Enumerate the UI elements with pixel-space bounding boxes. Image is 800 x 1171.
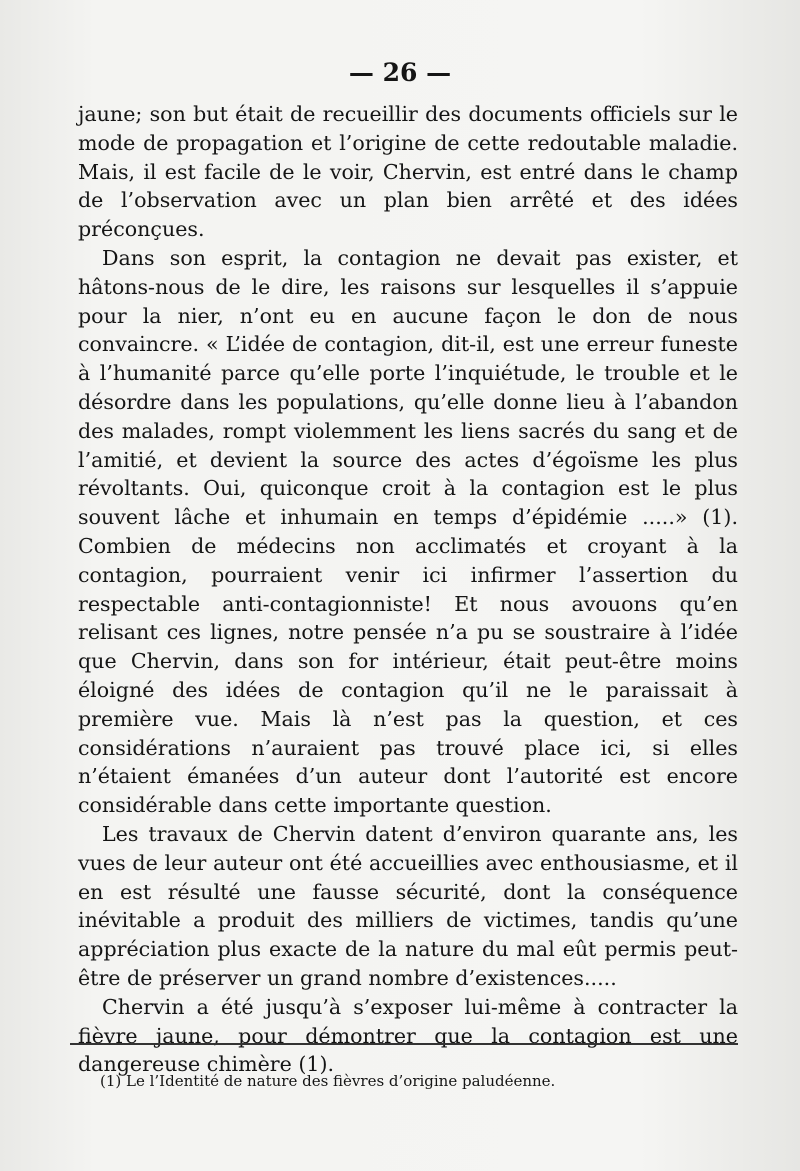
paragraph: Dans son esprit, la contagion ne devait pas exister, et hâtons-nous de le dire, les raisons sur lesquelles il s’appuie pour la nier, n’ont eu en aucune façon le don de nous convaincre. « L’idée de contagion, dit-il, est une erreur funeste à l’humanité parce qu’elle porte l’inquiétude, le trouble et le désordre dans les populations, qu’elle donne lieu à l’abandon des malades, rompt violemment les liens sacrés du sang et de l’amitié, et devient la source des actes d’égoïsme les plus révoltants. Oui, quiconque croit à la contagion est le plus souvent lâche et inhumain en temps d’épidémie .....» (1). Combien de médecins non acclimatés et croyant à la contagion, pourraient venir ici infirmer l’assertion du respectable anti-contagionniste! Et nous avouons qu’en relisant ces lignes, notre pensée n’a pu se soustraire à l’idée que Chervin, dans son for intérieur, était peut-être moins éloigné des idées de contagion qu’il ne le paraissait à première vue. Mais là n’est pas la question, et ces considérations n’auraient pas trouvé place ici, si elles n’étaient émanées d’un auteur dont l’autorité est encore considérable dans cette importante question. <box>78 245 738 818</box>
paragraph: jaune; son but était de recueillir des documents officiels sur le mode de propagation et l’origine de cette redoutable maladie. Mais, il est facile de le voir, Chervin, est entré dans le champ de l’observation avec un plan bien arrêté et des idées préconçues. <box>78 102 738 242</box>
paragraph: Chervin a été jusqu’à s’exposer lui-même à contracter la fièvre jaune, pour démontrer que la contagion est une dangereuse chimère (1). <box>78 994 738 1077</box>
page-number: — 26 — <box>348 58 452 87</box>
body-text <box>78 100 738 1079</box>
paragraph: Les travaux de Chervin datent d’environ quarante ans, les vues de leur auteur ont été accueillies avec enthousiasme, et il en est résulté une fausse sécurité, dont la conséquence inévitable a produit des milliers de victimes, tandis qu’une appréciation plus exacte de la nature du mal eût permis peut-être de préserver un grand nombre d’existences..... <box>78 821 738 990</box>
footnote: (1) Le l’Identité de nature des fièvres d’origine paludéenne. <box>100 1072 556 1090</box>
footnote-divider <box>70 1043 738 1045</box>
